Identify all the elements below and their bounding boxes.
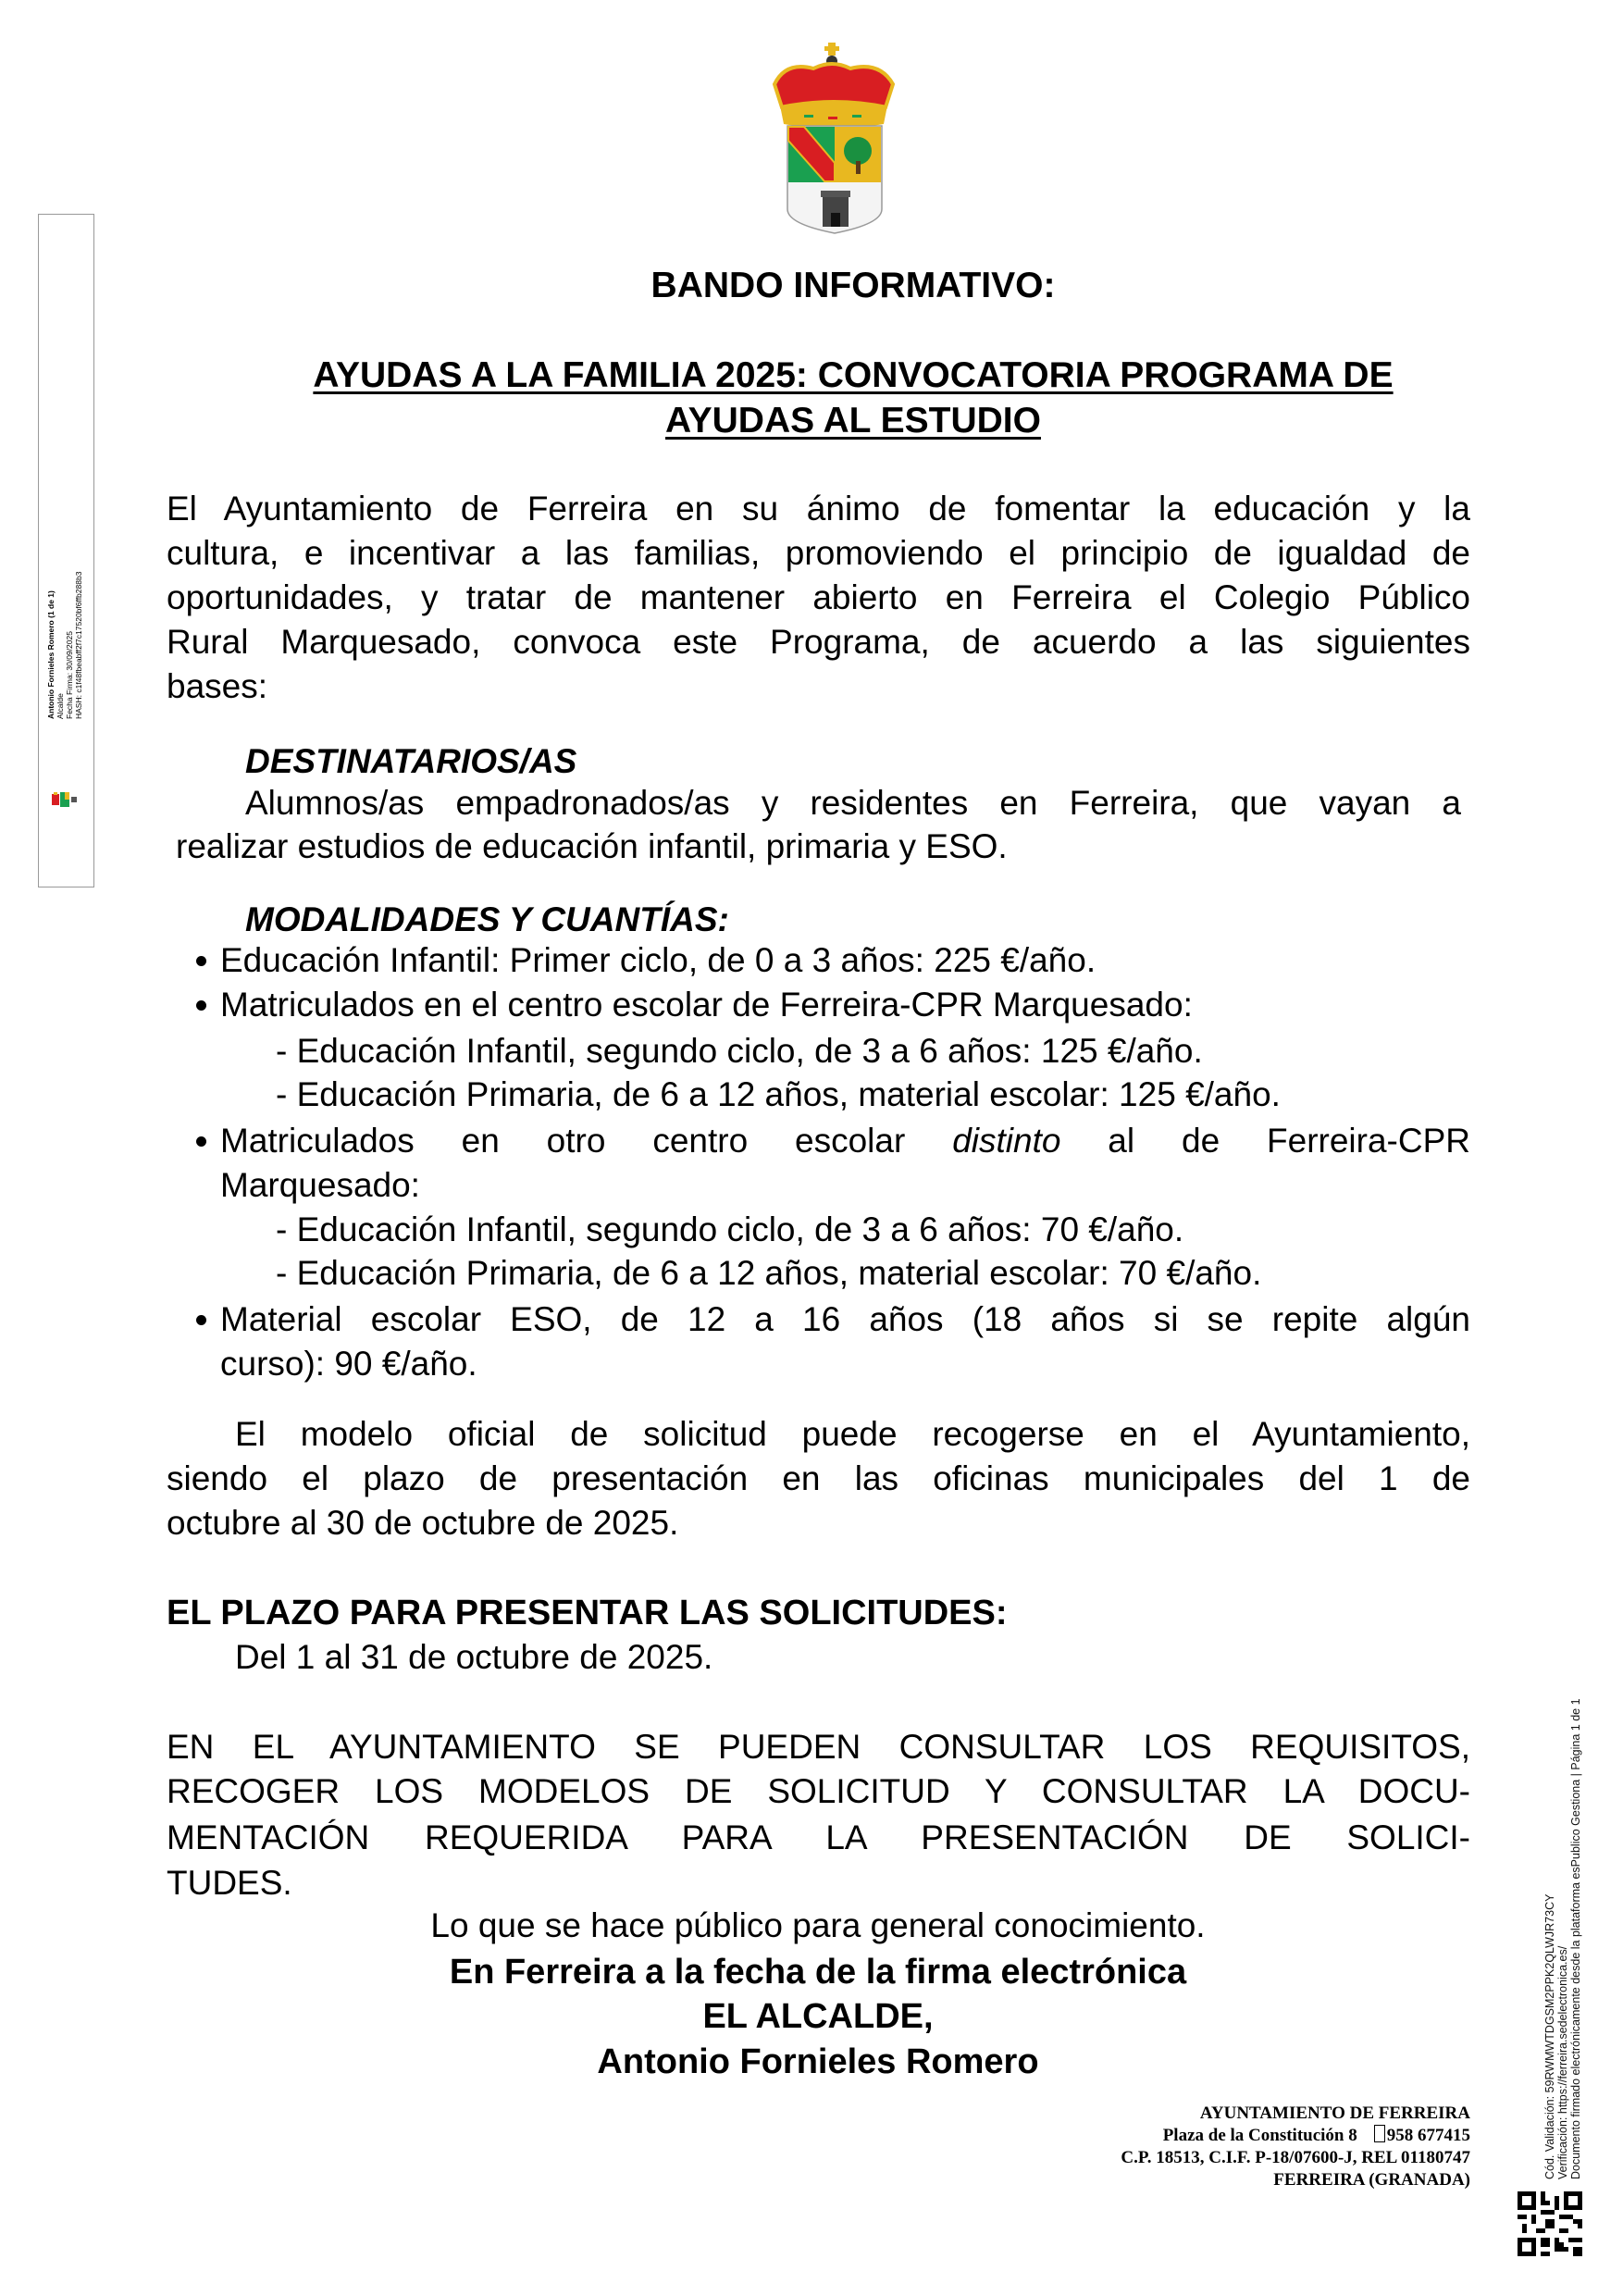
footer-street: Plaza de la Constitución 8 bbox=[1162, 2126, 1357, 2145]
bullet-icon bbox=[196, 1136, 206, 1147]
coat-of-arms-mini-icon bbox=[52, 788, 78, 811]
plazo-text: Del 1 al 31 de octubre de 2025. bbox=[235, 1638, 713, 1676]
validation-code: Cód. Validación: 59RWMWTDGSM2PPK2QLWJR73CY bbox=[1543, 1893, 1556, 2179]
intro-line: El Ayuntamiento de Ferreira en su ánimo de fomentar la educación y la bbox=[167, 490, 1470, 527]
signature-stamp bbox=[38, 214, 94, 887]
notice-line: MENTACIÓN REQUERIDA PARA LA PRESENTACIÓN DE SOLICI- bbox=[167, 1818, 1470, 1856]
section-heading-destinatarios: DESTINATARIOS/AS bbox=[245, 742, 577, 780]
coat-of-arms-logo bbox=[767, 43, 902, 235]
bullet-icon bbox=[196, 1000, 206, 1011]
item-emphasis: distinto bbox=[952, 1122, 1061, 1160]
footer-phone: 958 677415 bbox=[1386, 2126, 1470, 2145]
notice-line: TUDES. bbox=[167, 1864, 292, 1902]
item-text: Matriculados en otro centro escolar bbox=[220, 1122, 953, 1160]
solicitud-line: octubre al 30 de octubre de 2025. bbox=[167, 1504, 679, 1542]
closing-text: Lo que se hace público para general conocimiento. bbox=[430, 1906, 1206, 1944]
signer-role: EL ALCALDE, bbox=[702, 1997, 934, 2036]
list-item: Material escolar ESO, de 12 a 16 años (18 años si se repite algún bbox=[220, 1300, 1470, 1338]
signature-text bbox=[46, 572, 83, 719]
verification-url: Verificación: https://ferreira.sedelectronica.es/ bbox=[1556, 1945, 1569, 2179]
sub-list-item: - Educación Infantil, segundo ciclo, de 3 a 6 años: 125 €/año. bbox=[276, 1032, 1203, 1070]
footer-org: AYUNTAMIENTO DE FERREIRA bbox=[1199, 2104, 1470, 2123]
sub-list-item: - Educación Infantil, segundo ciclo, de 3 a 6 años: 70 €/año. bbox=[276, 1210, 1184, 1248]
bullet-icon bbox=[196, 956, 206, 966]
intro-line: cultura, e incentivar a las familias, promoviendo el principio de igualdad de bbox=[167, 534, 1470, 572]
solicitud-line: siendo el plazo de presentación en las oficinas municipales del 1 de bbox=[167, 1459, 1470, 1497]
list-item: Educación Infantil: Primer ciclo, de 0 a 3 años: 225 €/año. bbox=[220, 941, 1096, 979]
closing-place-date: En Ferreira a la fecha de la firma electrónica bbox=[449, 1953, 1187, 1992]
stamp-date: Fecha Firma: 30/09/2025 bbox=[65, 631, 74, 719]
signer-name: Antonio Fornieles Romero bbox=[597, 2042, 1039, 2081]
page-title: BANDO INFORMATIVO: bbox=[650, 266, 1056, 305]
intro-line: Rural Marquesado, convoca este Programa, de acuerdo a las siguientes bbox=[167, 623, 1470, 661]
verification-text bbox=[1543, 1698, 1582, 2179]
footer-cif: C.P. 18513, C.I.F. P-18/07600-J, REL 01180747 bbox=[1121, 2148, 1470, 2167]
phone-icon bbox=[1374, 2125, 1385, 2142]
subtitle-line: AYUDAS A LA FAMILIA 2025: CONVOCATORIA PROGRAMA DE bbox=[313, 355, 1394, 395]
footer-address bbox=[1163, 2125, 1470, 2147]
list-item: Matriculados en el centro escolar de Ferreira-CPR Marquesado: bbox=[220, 986, 1193, 1024]
section-heading-plazo: EL PLAZO PARA PRESENTAR LAS SOLICITUDES: bbox=[167, 1594, 1008, 1632]
destinatarios-line: Alumnos/as empadronados/as y residentes en Ferreira, que vayan a bbox=[245, 784, 1461, 822]
list-item-continuation: Marquesado: bbox=[220, 1166, 420, 1204]
bullet-icon bbox=[196, 1315, 206, 1325]
sub-list-item: - Educación Primaria, de 6 a 12 años, material escolar: 70 €/año. bbox=[276, 1254, 1262, 1292]
list-item bbox=[220, 1119, 1470, 1163]
destinatarios-line: realizar estudios de educación infantil, primaria y ESO. bbox=[176, 827, 1008, 865]
signed-document-note: Documento firmado electrónicamente desde la plataforma esPublico Gestiona | Página 1 de 1 bbox=[1569, 1698, 1582, 2179]
item-text: al de Ferreira-CPR bbox=[1060, 1122, 1470, 1160]
notice-line: EN EL AYUNTAMIENTO SE PUEDEN CONSULTAR LOS REQUISITOS, bbox=[167, 1728, 1470, 1766]
intro-line: bases: bbox=[167, 667, 268, 705]
stamp-role: Alcalde bbox=[56, 693, 65, 719]
intro-line: oportunidades, y tratar de mantener abierto en Ferreira el Colegio Público bbox=[167, 578, 1470, 616]
list-item-continuation: curso): 90 €/año. bbox=[220, 1345, 477, 1383]
solicitud-line: El modelo oficial de solicitud puede recogerse en el Ayuntamiento, bbox=[235, 1415, 1470, 1453]
footer-city: FERREIRA (GRANADA) bbox=[1273, 2170, 1470, 2190]
qr-code-icon bbox=[1518, 2191, 1582, 2256]
stamp-hash: HASH: c1f48fbeabff2f7c17520bf6ffb288b3 bbox=[74, 571, 83, 719]
subtitle-line: AYUDAS AL ESTUDIO bbox=[665, 401, 1041, 441]
section-heading-modalidades: MODALIDADES Y CUANTÍAS: bbox=[245, 900, 729, 938]
stamp-signer: Antonio Fornieles Romero (1 de 1) bbox=[46, 590, 56, 719]
sub-list-item: - Educación Primaria, de 6 a 12 años, material escolar: 125 €/año. bbox=[276, 1075, 1281, 1113]
notice-line: RECOGER LOS MODELOS DE SOLICITUD Y CONSULTAR LA DOCU- bbox=[167, 1772, 1470, 1810]
